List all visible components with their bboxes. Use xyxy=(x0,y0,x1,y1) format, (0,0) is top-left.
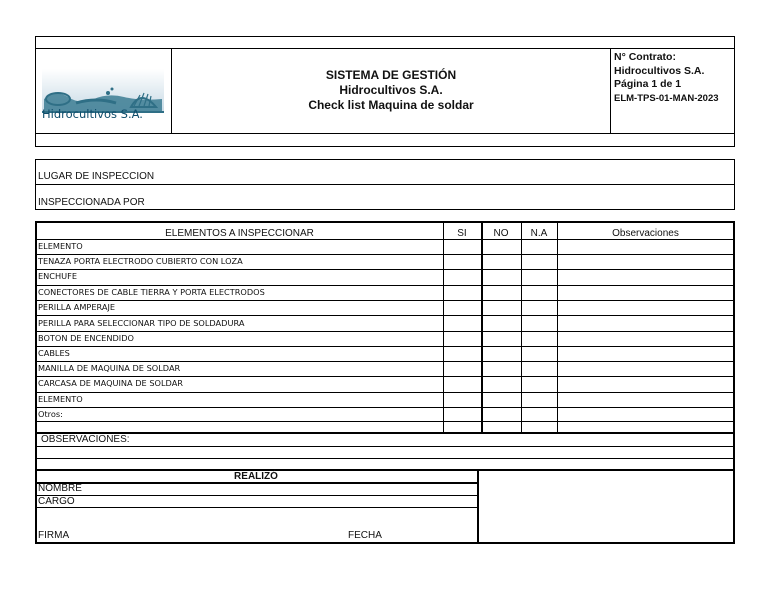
document-company-title: Hidrocultivos S.A. xyxy=(339,83,443,97)
checklist-row-label: CARCASA DE MAQUINA DE SOLDAR xyxy=(38,378,183,388)
checklist-row-label: ELEMENTO xyxy=(38,241,83,251)
checklist-row-label: CONECTORES DE CABLE TIERRA Y PORTA ELECTRODOS xyxy=(38,287,265,297)
contract-label: N° Contrato: xyxy=(614,51,676,63)
column-header-observations: Observaciones xyxy=(612,228,679,239)
checklist-row-label: CABLES xyxy=(38,348,70,358)
observations-label: OBSERVACIONES: xyxy=(41,434,130,445)
title-cell xyxy=(171,48,611,134)
logo-text: Hidrocultivos S.A. xyxy=(42,107,143,121)
page-number: Página 1 de 1 xyxy=(614,78,682,90)
signature-label: FIRMA xyxy=(38,530,70,541)
name-label: NOMBRE xyxy=(38,483,82,494)
checklist-row-label: PERILLA AMPERAJE xyxy=(38,302,116,312)
date-label: FECHA xyxy=(348,530,382,541)
column-header-yes: SI xyxy=(457,228,467,239)
document-system-title: SISTEMA DE GESTIÓN xyxy=(325,68,457,82)
checklist-row-label: ENCHUFE xyxy=(38,271,78,281)
checklist-row-label: ELEMENTO xyxy=(38,394,83,404)
signoff-title: REALIZÓ xyxy=(234,471,278,482)
column-header-elements: ELEMENTOS A INSPECCIONAR xyxy=(165,228,314,239)
column-header-no: NO xyxy=(493,228,509,239)
checklist-row-label: TENAZA PORTA ELECTRODO CUBIERTO CON LOZA xyxy=(38,256,243,266)
inspected-by-label: INSPECCIONADA POR xyxy=(38,197,145,208)
document-checklist-title: Check list Maquina de soldar xyxy=(308,98,474,112)
checklist-row-label: BOTON DE ENCENDIDO xyxy=(38,333,134,343)
document-code: ELM-TPS-01-MAN-2023 xyxy=(614,92,719,104)
checklist-row-label: PERILLA PARA SELECCIONAR TIPO DE SOLDADURA xyxy=(38,318,245,328)
document-meta-cell xyxy=(610,48,735,134)
inspection-place-label: LUGAR DE INSPECCION xyxy=(38,171,155,182)
observations-block xyxy=(35,433,735,469)
checklist-row-label: Otros: xyxy=(38,409,63,419)
role-label: CARGO xyxy=(38,496,75,507)
checklist-row-label: MANILLA DE MAQUINA DE SOLDAR xyxy=(38,363,181,373)
contract-company: Hidrocultivos S.A. xyxy=(614,64,705,77)
column-header-na: N.A xyxy=(530,228,548,239)
logo-cell xyxy=(35,48,172,134)
